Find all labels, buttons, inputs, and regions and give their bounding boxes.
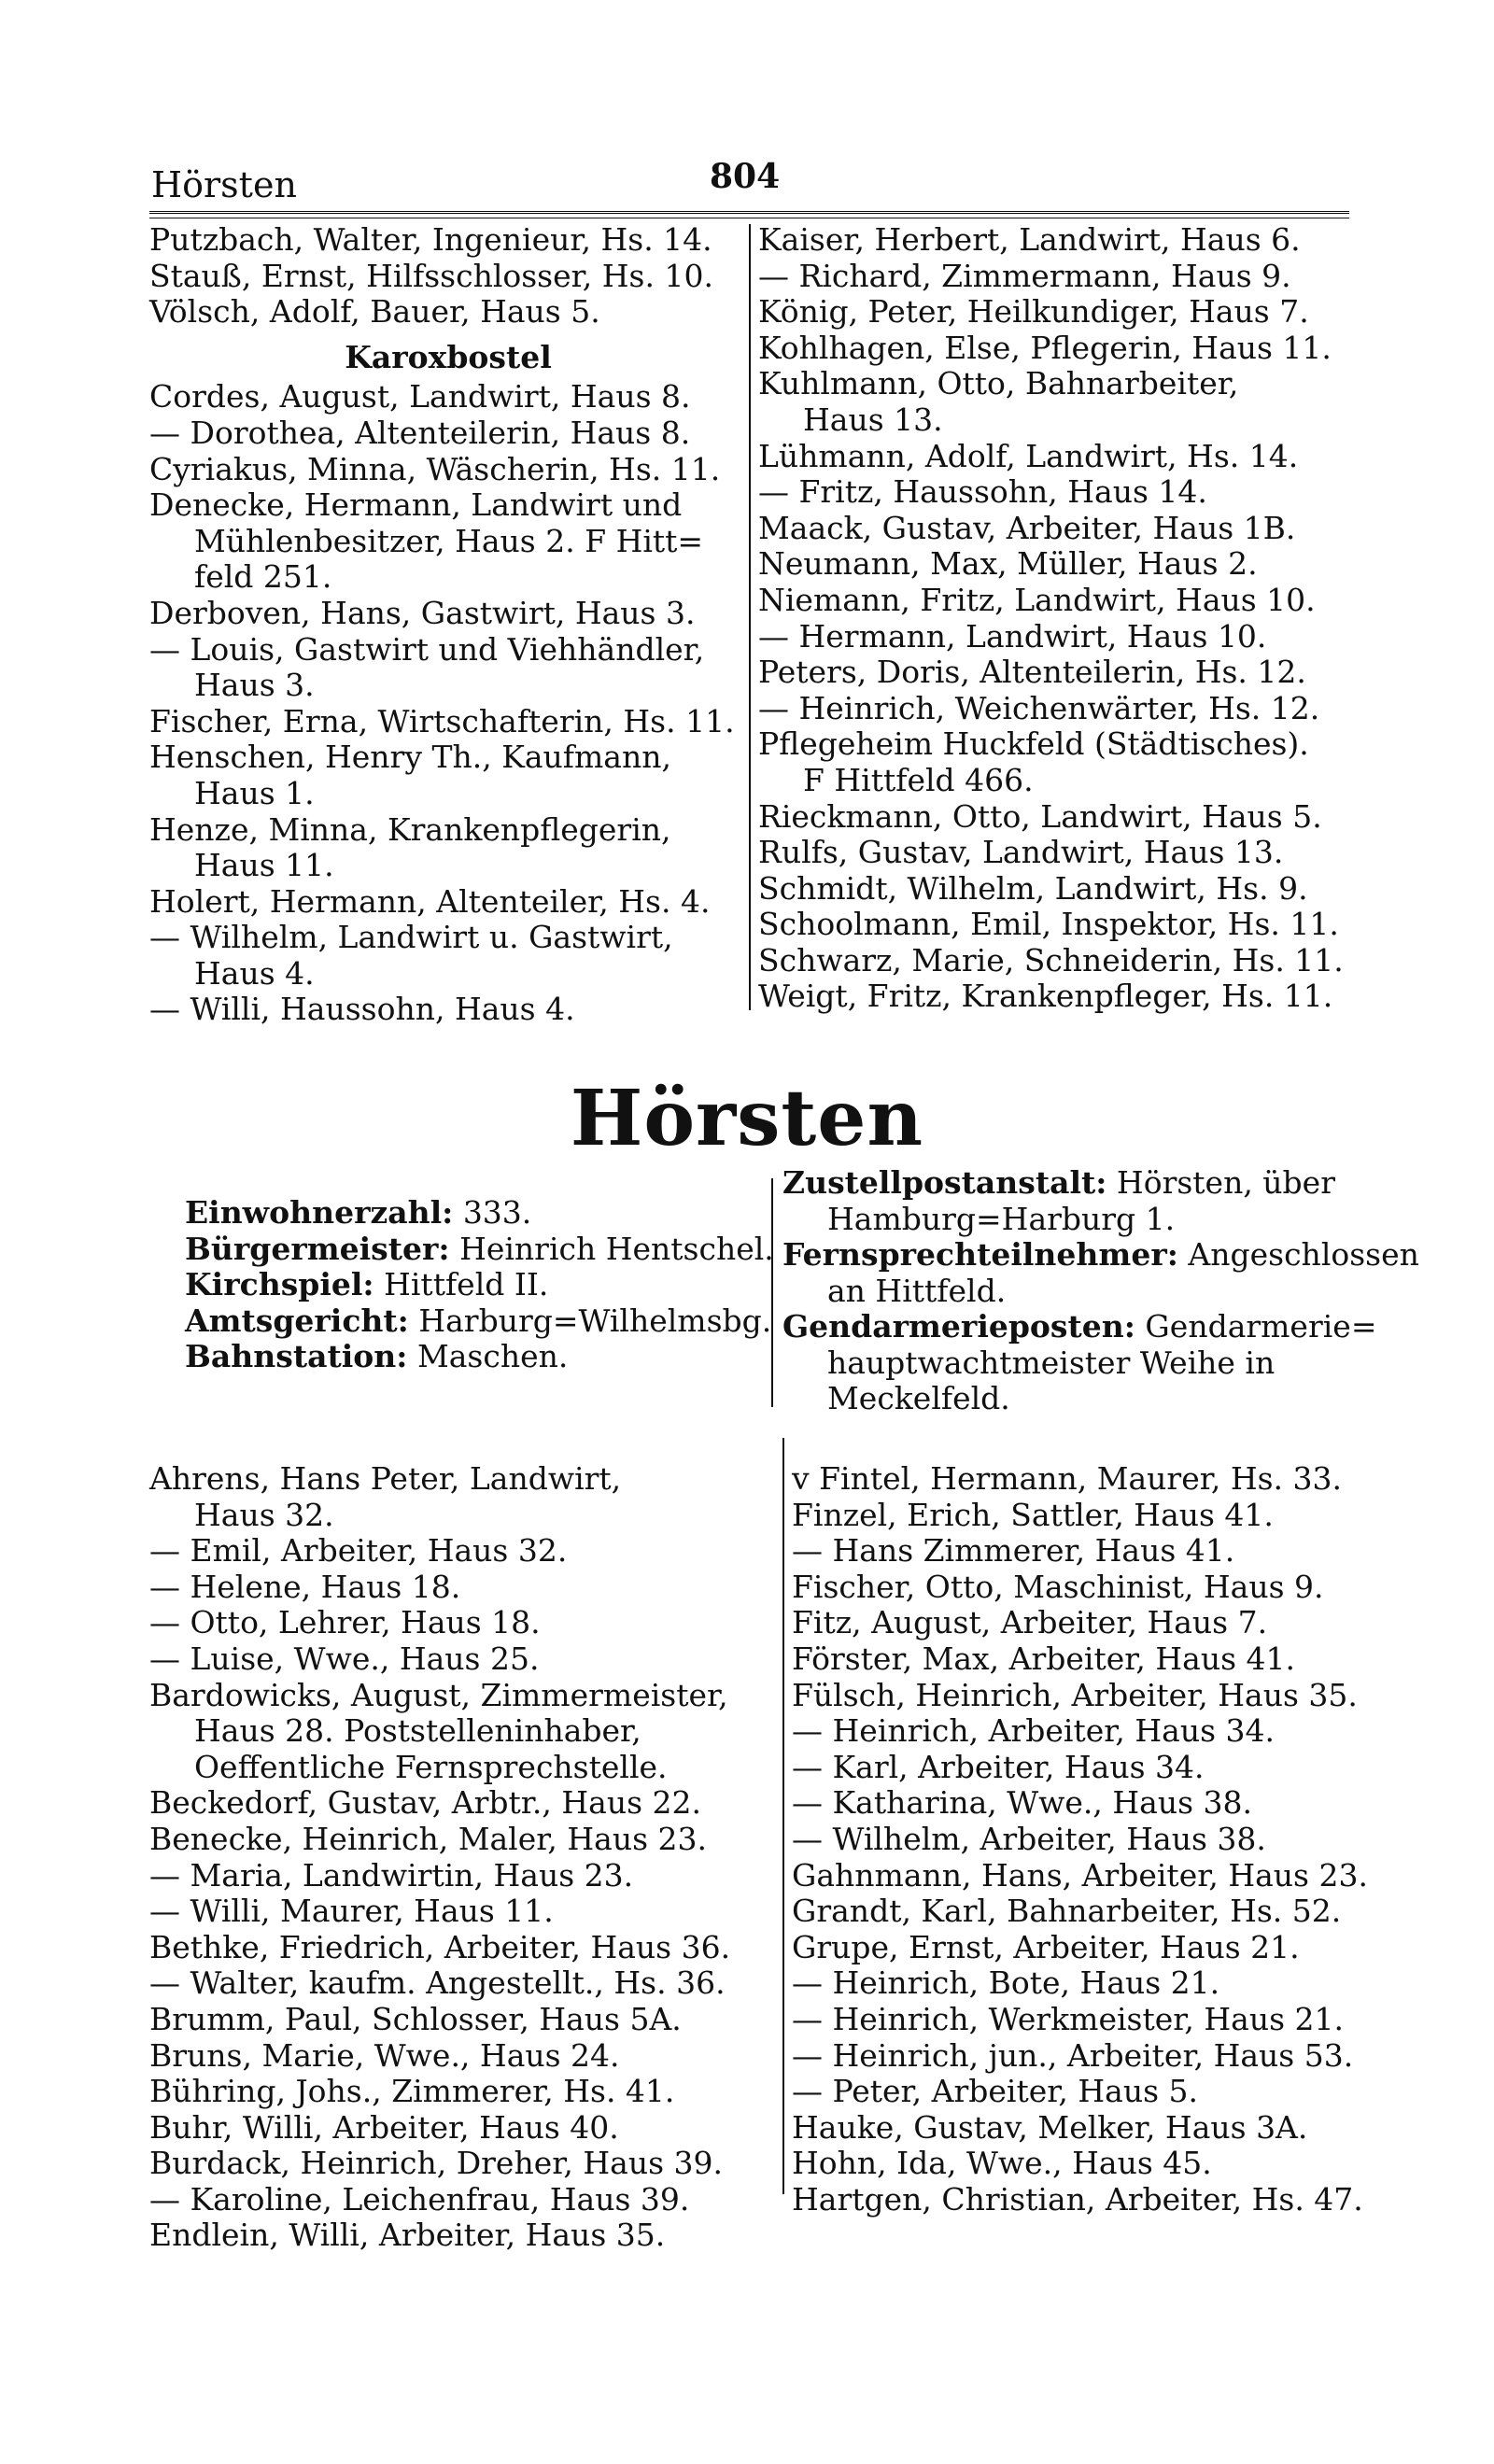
directory-entry-line: — Karoline, Leichenfrau, Haus 39. [149, 2180, 690, 2218]
directory-entry-line: Rieckmann, Otto, Landwirt, Haus 5. [758, 797, 1322, 835]
directory-entry-line: — Fritz, Haussohn, Haus 14. [758, 473, 1207, 511]
column-top-left [149, 222, 747, 1028]
directory-entry-line: Brumm, Paul, Schlosser, Haus 5A. [149, 2000, 682, 2037]
info-value: 333. [462, 1194, 532, 1231]
directory-entry-line: — Luise, Wwe., Haus 25. [149, 1640, 540, 1677]
info-row [782, 1381, 1361, 1417]
info-value: an Hittfeld. [827, 1272, 1007, 1309]
directory-entry-line: Fülsch, Heinrich, Arbeiter, Haus 35. [792, 1676, 1358, 1713]
column-divider-info [771, 1178, 773, 1407]
info-label: Bahnstation: [185, 1338, 408, 1374]
directory-entry-line: Haus 28. Poststelleninhaber, [194, 1712, 641, 1750]
header-rule [149, 211, 1349, 218]
directory-entry-line: Kaiser, Herbert, Landwirt, Haus 6. [758, 221, 1301, 258]
directory-entry-line: Mühlenbesitzer, Haus 2. F Hitt= [194, 522, 704, 559]
directory-entry-line: Grandt, Karl, Bahnarbeiter, Hs. 52. [792, 1893, 1342, 1930]
info-label: Bürgermeister: [185, 1230, 450, 1267]
directory-entry-line: Schmidt, Wilhelm, Landwirt, Hs. 9. [758, 869, 1308, 907]
info-row [185, 1339, 764, 1375]
town-info-left [185, 1194, 774, 1375]
info-value: Hörsten, über [1116, 1164, 1335, 1201]
info-row [185, 1267, 764, 1303]
info-label: Zustellpostanstalt: [782, 1164, 1107, 1201]
directory-entry-line: feld 251. [194, 558, 332, 596]
info-value: Hamburg=Harburg 1. [827, 1200, 1176, 1237]
column-top-right [758, 222, 1356, 1015]
directory-entry-line: — Willi, Haussohn, Haus 4. [149, 991, 575, 1028]
directory-entry-line: Rulfs, Gustav, Landwirt, Haus 13. [758, 834, 1284, 871]
directory-entry-line: Hohn, Ida, Wwe., Haus 45. [792, 2145, 1212, 2182]
column-bottom-left [149, 1461, 784, 2254]
directory-entry-line: — Hans Zimmerer, Haus 41. [792, 1532, 1235, 1570]
directory-entry-line: Buhr, Willi, Arbeiter, Haus 40. [149, 2108, 619, 2146]
info-row [185, 1195, 764, 1232]
directory-entry-line: — Heinrich, Arbeiter, Haus 34. [792, 1712, 1275, 1750]
directory-entry-line: Peters, Doris, Altenteilerin, Hs. 12. [758, 654, 1306, 691]
directory-entry-line: Endlein, Willi, Arbeiter, Haus 35. [149, 2217, 666, 2254]
directory-entry-line: Gahnmann, Hans, Arbeiter, Haus 23. [792, 1856, 1368, 1894]
directory-entry-line: Maack, Gustav, Arbeiter, Haus 1B. [758, 509, 1296, 546]
directory-entry-line: Holert, Hermann, Altenteiler, Hs. 4. [149, 882, 711, 920]
directory-entry-line: — Dorothea, Altenteilerin, Haus 8. [149, 414, 691, 451]
directory-entry-line: Haus 1. [194, 774, 315, 811]
directory-entry-line: — Richard, Zimmermann, Haus 9. [758, 257, 1291, 294]
info-row [782, 1236, 1419, 1274]
directory-entry-line: Cyriakus, Minna, Wäscherin, Hs. 11. [149, 450, 721, 487]
info-label: Einwohnerzahl: [185, 1194, 454, 1231]
directory-entry-line: Hauke, Gustav, Melker, Haus 3A. [792, 2108, 1308, 2146]
page-number: 804 [710, 157, 781, 196]
directory-entry-line: — Heinrich, jun., Arbeiter, Haus 53. [792, 2036, 1354, 2074]
directory-entry-line: — Heinrich, Weichenwärter, Hs. 12. [758, 689, 1320, 726]
directory-entry-line: Stauß, Ernst, Hilfsschlosser, Hs. 10. [149, 257, 713, 294]
info-row [782, 1202, 1361, 1238]
town-info-right [782, 1164, 1419, 1417]
directory-entry-line: — Heinrich, Werkmeister, Haus 21. [792, 2000, 1345, 2037]
directory-entry-line: Grupe, Ernst, Arbeiter, Haus 21. [792, 1928, 1300, 1965]
directory-entry-line: Völsch, Adolf, Bauer, Haus 5. [149, 293, 600, 331]
directory-entry-line: Burdack, Heinrich, Dreher, Haus 39. [149, 2145, 723, 2182]
directory-entry-line: Lühmann, Adolf, Landwirt, Hs. 14. [758, 437, 1299, 474]
info-value: Maschen. [416, 1338, 569, 1374]
directory-entry-line: — Wilhelm, Arbeiter, Haus 38. [792, 1820, 1266, 1857]
directory-entry-line: Bühring, Johs., Zimmerer, Hs. 41. [149, 2073, 675, 2110]
directory-entry-line: Kuhlmann, Otto, Bahnarbeiter, [758, 365, 1239, 402]
info-row [782, 1345, 1361, 1382]
directory-entry-line: Oeffentliche Fernsprechstelle. [194, 1748, 668, 1785]
directory-entry-line: Fischer, Otto, Maschinist, Haus 9. [792, 1568, 1324, 1605]
info-row [185, 1230, 774, 1268]
directory-entry-line: — Peter, Arbeiter, Haus 5. [792, 2073, 1199, 2110]
directory-entry-line: Putzbach, Walter, Ingenieur, Hs. 14. [149, 221, 712, 258]
info-row [185, 1302, 772, 1340]
column-divider-top [749, 224, 751, 1010]
directory-entry-line: — Hermann, Landwirt, Haus 10. [758, 617, 1267, 655]
directory-entry-line: Pflegeheim Huckfeld (Städtisches). [758, 725, 1309, 763]
directory-entry-line: Benecke, Heinrich, Maler, Haus 23. [149, 1820, 707, 1857]
directory-entry-line: Fitz, August, Arbeiter, Haus 7. [792, 1604, 1268, 1641]
directory-entry-line: Hartgen, Christian, Arbeiter, Hs. 47. [792, 2180, 1363, 2218]
directory-entry-line: Haus 4. [194, 954, 315, 992]
directory-entry-line: — Katharina, Wwe., Haus 38. [792, 1784, 1253, 1822]
info-label: Fernsprechteilnehmer: [782, 1236, 1178, 1273]
directory-entry-line: v Fintel, Hermann, Maurer, Hs. 33. [792, 1460, 1343, 1497]
directory-entry-line: — Willi, Maurer, Haus 11. [149, 1893, 554, 1930]
directory-entry-line: — Emil, Arbeiter, Haus 32. [149, 1532, 568, 1570]
directory-entry-line: Schoolmann, Emil, Inspektor, Hs. 11. [758, 906, 1339, 943]
directory-entry-line: Fischer, Erna, Wirtschafterin, Hs. 11. [149, 702, 735, 739]
info-value: Harburg=Wilhelmsbg. [418, 1302, 772, 1339]
info-value: hauptwachtmeister Weihe in [827, 1344, 1276, 1381]
directory-entry-line: Haus 3. [194, 667, 315, 704]
directory-entry-line: Denecke, Hermann, Landwirt und [149, 486, 683, 524]
directory-entry-line: Bardowicks, August, Zimmermeister, [149, 1676, 728, 1713]
directory-entry-line: Förster, Max, Arbeiter, Haus 41. [792, 1640, 1295, 1677]
info-row [782, 1274, 1361, 1310]
info-value: Angeschlossen [1188, 1236, 1419, 1273]
info-label: Kirchspiel: [185, 1266, 374, 1302]
info-label: Amtsgericht: [185, 1302, 409, 1339]
directory-entry-line: F Hittfeld 466. [803, 761, 1034, 798]
directory-entry-line: — Louis, Gastwirt und Viehhändler, [149, 630, 705, 668]
town-title: Hörsten [570, 1074, 924, 1163]
directory-entry-line: — Walter, kaufm. Angestellt., Hs. 36. [149, 1964, 726, 2002]
directory-entry-line: — Heinrich, Bote, Haus 21. [792, 1964, 1220, 2002]
directory-entry-line: — Helene, Haus 18. [149, 1568, 461, 1605]
directory-entry-line: Finzel, Erich, Sattler, Haus 41. [792, 1496, 1274, 1533]
info-value: Hittfeld II. [384, 1266, 549, 1302]
directory-entry-line: Niemann, Fritz, Landwirt, Haus 10. [758, 581, 1316, 618]
info-row [782, 1165, 1361, 1202]
section-heading: Karoxbostel [345, 338, 552, 375]
directory-entry-line: Beckedorf, Gustav, Arbtr., Haus 22. [149, 1784, 701, 1822]
directory-entry-line: Haus 11. [194, 847, 334, 884]
directory-entry-line: Ahrens, Hans Peter, Landwirt, [149, 1460, 622, 1497]
info-value: Heinrich Hentschel. [459, 1230, 774, 1267]
column-bottom-right [792, 1461, 1389, 2218]
directory-entry-line: — Otto, Lehrer, Haus 18. [149, 1604, 541, 1641]
directory-entry-line: Weigt, Fritz, Krankenpfleger, Hs. 11. [758, 978, 1333, 1015]
directory-entry-line: Haus 13. [803, 401, 943, 438]
running-header-place: Hörsten [151, 164, 297, 205]
directory-entry-line: Schwarz, Marie, Schneiderin, Hs. 11. [758, 941, 1344, 979]
directory-entry-line: — Maria, Landwirtin, Haus 23. [149, 1856, 634, 1894]
info-label: Gendarmerieposten: [782, 1308, 1135, 1345]
directory-entry-line: — Wilhelm, Landwirt u. Gastwirt, [149, 919, 673, 956]
directory-entry-line: Bethke, Friedrich, Arbeiter, Haus 36. [149, 1928, 731, 1965]
directory-entry-line: König, Peter, Heilkundiger, Haus 7. [758, 293, 1309, 331]
info-row [782, 1308, 1377, 1345]
directory-entry-line: — Karl, Arbeiter, Haus 34. [792, 1748, 1205, 1785]
info-value: Gendarmerie= [1145, 1308, 1377, 1345]
directory-entry-line: Kohlhagen, Else, Pflegerin, Haus 11. [758, 329, 1332, 366]
directory-entry-line: Derboven, Hans, Gastwirt, Haus 3. [149, 594, 696, 631]
info-value: Meckelfeld. [827, 1380, 1010, 1416]
directory-entry-line: Cordes, August, Landwirt, Haus 8. [149, 378, 691, 415]
column-divider-bottom [782, 1438, 784, 2194]
directory-entry-line: Henschen, Henry Th., Kaufmann, [149, 739, 671, 776]
directory-entry-line: Bruns, Marie, Wwe., Haus 24. [149, 2036, 620, 2074]
directory-entry-line: Haus 32. [194, 1496, 334, 1533]
directory-entry-line: Neumann, Max, Müller, Haus 2. [758, 545, 1258, 583]
directory-entry-line: Henze, Minna, Krankenpflegerin, [149, 810, 671, 848]
